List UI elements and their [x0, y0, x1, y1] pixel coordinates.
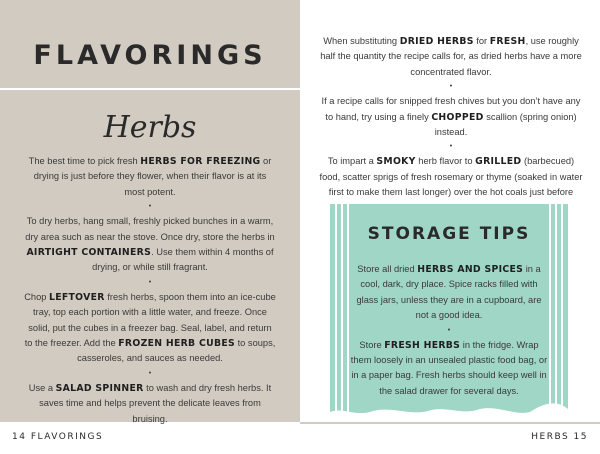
body-text: to wash and dry fresh herbs. It saves time and helps prevent the delicate leaves from bruising. [39, 382, 272, 424]
body-text: If a recipe calls for snipped fresh chives but you don’t have any to hand, try using a finely [321, 96, 581, 122]
body-text: The best time to pick fresh [28, 156, 141, 166]
body-paragraph [24, 381, 276, 427]
body-text: herb flavor to [415, 156, 476, 167]
body-text: Chop [24, 291, 49, 302]
highlight-term: GRILLED [475, 156, 522, 168]
highlight-term: DRIED HERBS [399, 36, 474, 47]
body-text: fresh herbs, spoon them into an ice-cube tray, top each portion with a little water, and freeze. Once solid, put the cubes in a freezer bag. Seal, label, and return to the freezer. Add the [24, 291, 276, 349]
body-text: scallion (spring onion) instead. [434, 111, 577, 138]
body-paragraph [24, 214, 276, 276]
body-paragraph [24, 154, 276, 200]
body-text: When substituting [323, 36, 400, 46]
footer-right [531, 432, 588, 442]
body-paragraph [318, 34, 584, 80]
herbs-text-block [24, 154, 276, 427]
highlight-term: CHOPPED [431, 111, 484, 123]
highlight-term: HERBS FOR FREEZING [140, 156, 261, 167]
body-paragraph [24, 290, 276, 367]
body-text: to soups, casseroles, and sauces as needed. [77, 338, 276, 364]
bullet-separator: • [148, 278, 152, 286]
storage-tips-text [350, 262, 548, 399]
highlight-term: FRESH HERBS [384, 339, 461, 351]
body-text: Use a [28, 382, 56, 393]
page-title: FLAVORINGS [33, 40, 267, 71]
bullet-separator: • [447, 326, 451, 334]
footer-divider [300, 422, 600, 424]
bullet-separator: • [148, 369, 152, 377]
running-head-left: FLAVORINGS [30, 432, 104, 442]
storage-tips-title: STORAGE TIPS [367, 224, 531, 244]
body-paragraph [318, 94, 584, 140]
section-heading-herbs: Herbs [103, 110, 197, 145]
body-text: To dry herbs, hang small, freshly picked bunches in a warm, dry area such as near the stove. Once dry, store the herbs in [25, 216, 275, 242]
herbs-tips-text-block [318, 34, 584, 216]
body-text: , use roughly half the quantity the recipe calls for, as dried herbs have a more concentrated flavor. [320, 36, 582, 77]
right-page [300, 0, 600, 454]
body-text: (barbecued) food, scatter sprigs of fresh rosemary or thyme (soaked in water first to make them last longer) over the hot coals just before [319, 156, 583, 198]
body-text: in the fridge. Wrap them loosely in an unsealed plastic food bag, or in a paper bag. Fresh herbs should keep well in the salad drawer for several days. [350, 339, 548, 396]
body-text: . Use them within 4 months of drying, or while still fragrant. [92, 247, 274, 273]
highlight-term: FROZEN HERB CUBES [118, 338, 235, 350]
body-text: Store [359, 339, 385, 350]
highlight-term: SALAD SPINNER [55, 382, 144, 394]
highlight-term: LEFTOVER [49, 291, 105, 303]
body-paragraph [350, 262, 548, 324]
body-paragraph [350, 338, 548, 400]
highlight-term: FRESH [489, 36, 526, 47]
highlight-term: AIRTIGHT CONTAINERS [26, 247, 152, 259]
bullet-separator: • [449, 83, 453, 91]
running-head-right: HERBS [531, 432, 570, 442]
page-number-right: 15 [573, 432, 588, 442]
page-number-left: 14 [12, 432, 27, 442]
highlight-term: SMOKY [376, 156, 416, 168]
body-text: in a cool, dark, dry place. Spice racks filled with glass jars, unless they are in a cupboard, are not a good idea. [356, 264, 542, 321]
body-text: Store all dried [357, 264, 418, 274]
bullet-separator: • [449, 143, 453, 151]
body-text: or drying is just before they flower, when their flavor is at its most potent. [33, 156, 272, 197]
footer-left [12, 432, 103, 442]
bullet-separator: • [148, 203, 152, 211]
highlight-term: HERBS AND SPICES [417, 264, 524, 275]
body-text: To impart a [327, 156, 377, 167]
body-text: for [473, 36, 490, 46]
title-divider [0, 88, 300, 90]
storage-tips-box [330, 204, 568, 416]
